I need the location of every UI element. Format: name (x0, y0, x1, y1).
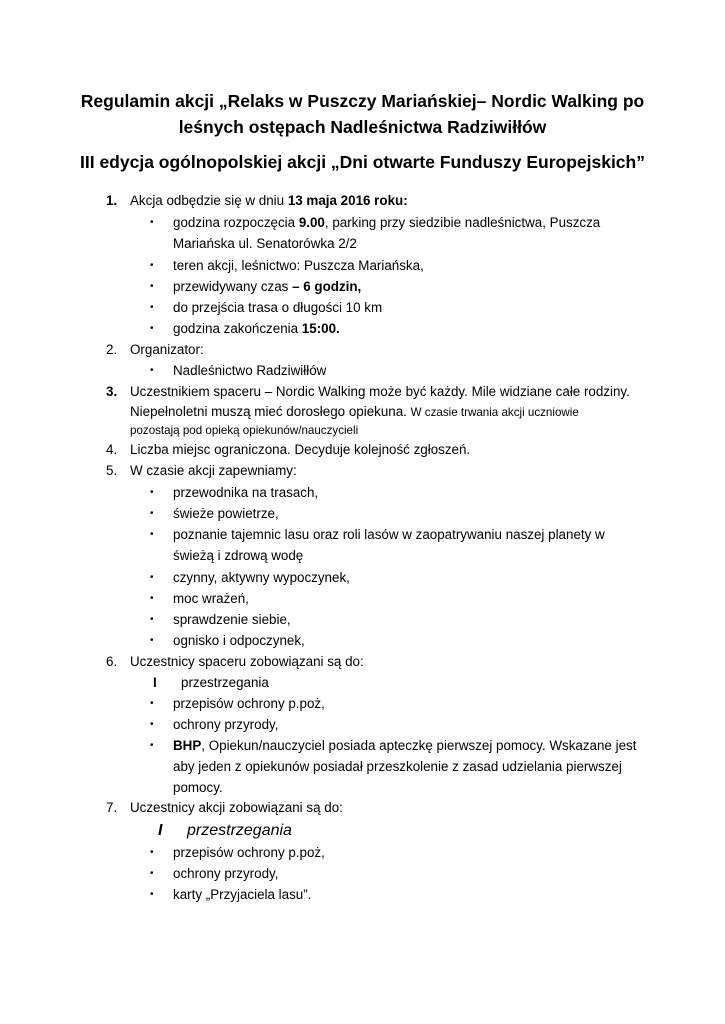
document-title (60, 88, 665, 140)
item-text: Liczba miejsc ograniczona. Decyduje kolejność zgłoszeń. (130, 442, 471, 457)
bullet-text (173, 737, 636, 755)
bullet-text (173, 320, 340, 338)
item-number: 1. (106, 193, 118, 208)
bullet-icon: • (150, 260, 154, 271)
bullet-text: teren akcji, leśnictwo: Puszcza Mariańska, (173, 258, 424, 273)
title-line-2: leśnych ostępach Nadleśnictwa Radziwiłłów (178, 117, 547, 137)
bullet-icon: • (150, 487, 154, 498)
bullet-text: ochrony przyrody, (173, 866, 279, 881)
bullet-icon: • (150, 635, 154, 646)
item-text-part: Akcja odbędzie się w dniu (130, 193, 288, 208)
bullet-text-part: , parking przy siedzibie nadleśnictwa, Puszcza (324, 215, 601, 230)
item-number: 4. (106, 442, 118, 457)
bullet-text (173, 214, 600, 232)
bullet-icon: • (150, 508, 154, 519)
bullet-text: czynny, aktywny wypoczynek, (173, 570, 350, 585)
item-text (130, 192, 408, 210)
item-text: W czasie akcji zapewniamy: (130, 463, 297, 478)
item-number: 2. (106, 342, 118, 357)
item-text-small: pozostają pod opieką opiekunów/nauczycieli (130, 424, 359, 437)
bullet-icon: • (150, 868, 154, 879)
bullet-text-continuation: aby jeden z opiekunów posiadał przeszkolenie z zasad udzielania pierwszej (173, 759, 622, 774)
bullet-icon: • (150, 698, 154, 709)
item-text-small: W czasie trwania akcji uczniowie (410, 406, 579, 419)
bullet-text-part: przewidywany czas (173, 279, 293, 294)
bullet-text-continuation: pomocy. (173, 780, 223, 795)
bullet-icon: • (150, 529, 154, 540)
bullet-icon: • (150, 593, 154, 604)
duration: – 6 godzin, (292, 279, 362, 294)
bullet-text: przepisów ochrony p.poż, (173, 845, 325, 860)
item-number: 3. (106, 384, 118, 399)
bullet-icon: • (150, 740, 154, 751)
bullet-text-continuation: świeżą i zdrową wodę (173, 548, 304, 563)
bullet-icon: • (150, 847, 154, 858)
bullet-text-continuation: Mariańska ul. Senatorówka 2/2 (173, 236, 357, 251)
bullet-text-part: godzina rozpoczęcia (173, 215, 299, 230)
item-text: Uczestnikiem spaceru – Nordic Walking może być każdy. Mile widziane całe rodziny. (130, 384, 630, 399)
bullet-text: poznanie tajemnic lasu oraz roli lasów w zaopatrywaniu naszej planety w (173, 527, 605, 542)
roman-numeral: I (158, 822, 163, 839)
item-number: 6. (106, 654, 118, 669)
bullet-text: ochrony przyrody, (173, 717, 279, 732)
bullet-icon: • (150, 889, 154, 900)
roman-text: przestrzegania (187, 822, 292, 839)
bullet-icon: • (150, 614, 154, 625)
item-text: Uczestnicy spaceru zobowiązani są do: (130, 654, 364, 669)
item-text-part: Niepełnoletni muszą mieć dorosłego opiekuna. (130, 404, 411, 419)
bhp-label: BHP (173, 738, 202, 753)
bullet-icon: • (150, 217, 154, 228)
bullet-text: karty „Przyjaciela lasu”. (173, 887, 312, 902)
bullet-icon: • (150, 323, 154, 334)
bullet-text: świeże powietrze, (173, 506, 279, 521)
roman-numeral: I (153, 675, 157, 690)
bullet-icon: • (150, 719, 154, 730)
item-text: Uczestnicy akcji zobowiązani są do: (130, 800, 343, 815)
start-time: 9.00 (298, 215, 325, 230)
bullet-text-part: , Opiekun/nauczyciel posiada apteczkę pierwszej pomocy. Wskazane jest (201, 738, 637, 753)
bullet-text: ognisko i odpoczynek, (173, 633, 305, 648)
bullet-text: sprawdzenie siebie, (173, 612, 291, 627)
item-number: 5. (106, 463, 118, 478)
bullet-text: moc wrażeń, (173, 591, 249, 606)
bullet-icon: • (150, 302, 154, 313)
end-time: 15:00. (301, 321, 340, 336)
bullet-icon: • (150, 572, 154, 583)
roman-text: przestrzegania (181, 675, 269, 690)
item-text-continuation (130, 403, 579, 422)
bullet-text (173, 278, 361, 296)
bullet-icon: • (150, 365, 154, 376)
bullet-icon: • (150, 281, 154, 292)
event-date: 13 maja 2016 roku: (287, 193, 408, 208)
bullet-text: przepisów ochrony p.poż, (173, 696, 325, 711)
bullet-text: Nadleśnictwo Radziwiłłów (173, 363, 327, 378)
bullet-text: przewodnika na trasach, (173, 485, 319, 500)
document-subtitle: III edycja ogólnopolskiej akcji „Dni otwarte Funduszy Europejskich” (80, 152, 645, 172)
item-number: 7. (106, 800, 118, 815)
bullet-text: do przejścia trasa o długości 10 km (173, 300, 383, 315)
bullet-text-part: godzina zakończenia (173, 321, 302, 336)
title-line-1: Regulamin akcji „Relaks w Puszczy Mariańskiej– Nordic Walking po (80, 91, 645, 111)
item-text: Organizator: (130, 342, 204, 357)
